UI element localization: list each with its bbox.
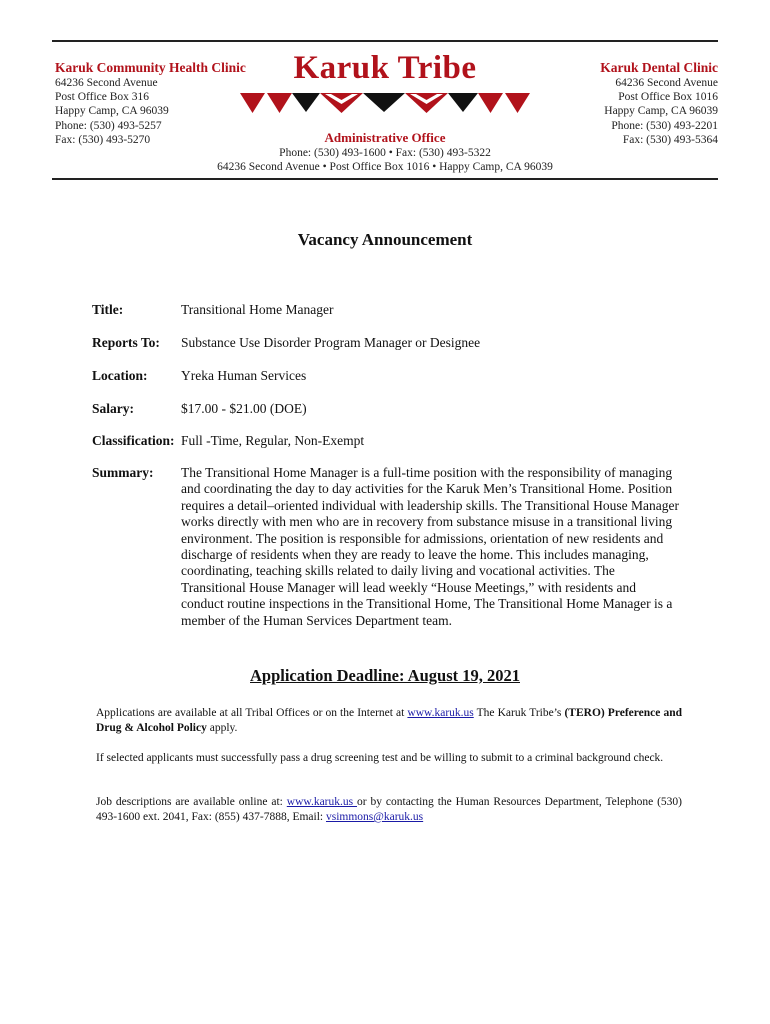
office-address-line: 64236 Second Avenue • Post Office Box 1016 • Happy Camp, CA 96039 — [217, 161, 553, 173]
title-value: Transitional Home Manager — [181, 302, 334, 317]
classification-value: Full -Time, Regular, Non-Exempt — [181, 433, 365, 448]
office-name: Administrative Office — [324, 130, 446, 145]
application-text-after: apply. — [206, 722, 238, 734]
page-title: Vacancy Announcement — [297, 230, 473, 249]
clinic-address-1: 64236 Second Avenue — [55, 77, 158, 89]
job-text-before: Job descriptions are available online at: — [96, 796, 287, 808]
application-text-middle: The Karuk Tribe’s — [473, 707, 565, 719]
dental-fax: Fax: (530) 493-5364 — [622, 133, 718, 146]
dental-phone: Phone: (530) 493-2201 — [611, 119, 718, 132]
title-label: Title: — [92, 302, 124, 317]
location-value: Yreka Human Services — [181, 368, 307, 383]
community-health-clinic-block — [55, 60, 246, 147]
job-website-link[interactable]: www.karuk.us — [286, 796, 358, 808]
triangle-basket-pattern-icon — [240, 90, 530, 116]
dental-city: Happy Camp, CA 96039 — [604, 105, 718, 118]
job-text-middle: or by contacting the Human Resources Department, Telephone (530) 493-1600 ext. 2041, Fax: (855) 437-7888, Email: — [96, 796, 682, 823]
dental-clinic-block — [600, 60, 718, 147]
classification-label: Classification: — [92, 433, 175, 448]
dental-clinic-name: Karuk Dental Clinic — [600, 60, 718, 75]
clinic-address-2: Post Office Box 316 — [55, 91, 150, 104]
reports-to-label: Reports To: — [92, 335, 160, 350]
clinic-phone: Phone: (530) 493-5257 — [55, 119, 162, 132]
header-top-rule — [52, 40, 718, 42]
application-text-before: Applications are available at all Tribal Offices or on the Internet at — [96, 707, 408, 719]
location-label: Location: — [92, 368, 148, 383]
hr-email-link[interactable]: vsimmons@karuk.us — [325, 811, 424, 823]
drug-screening-paragraph: If selected applicants must successfully pass a drug screening test and be willing to submit to a criminal background check. — [96, 752, 664, 764]
application-paragraph — [96, 706, 682, 736]
tribe-name: Karuk Tribe — [293, 50, 477, 86]
application-deadline: Application Deadline: August 19, 2021 — [250, 666, 520, 685]
community-health-clinic-name: Karuk Community Health Clinic — [55, 60, 246, 75]
reports-to-value: Substance Use Disorder Program Manager or Designee — [181, 335, 481, 350]
job-descriptions-paragraph — [96, 795, 682, 825]
office-phone-line: Phone: (530) 493-1600 • Fax: (530) 493-5322 — [279, 147, 491, 159]
summary-label: Summary: — [92, 465, 154, 480]
salary-label: Salary: — [92, 401, 134, 416]
salary-value: $17.00 - $21.00 (DOE) — [181, 401, 307, 416]
dental-address-2: Post Office Box 1016 — [618, 91, 718, 104]
clinic-fax: Fax: (530) 493-5270 — [55, 133, 151, 146]
clinic-city: Happy Camp, CA 96039 — [55, 105, 169, 118]
tero-policy-text: (TERO) Preference and Drug & Alcohol Policy — [96, 707, 682, 734]
header-bottom-rule — [52, 178, 718, 180]
summary-value: The Transitional Home Manager is a full-time position with the responsibility of managing and coordinating the day to day activities for the Karuk Men’s Transitional Home. Position requires a detail–oriented individual with leadership skills. The Transitional House Manager works directly with men who are in recovery from substance misuse in a transitional living environment. The position is responsible for admissions, orientation of new residents and discharge of residents when they are ready to leave the home. This includes managing, coordinating, teaching skills related to daily living and vocational activities. The Transitional House Manager will lead weekly “House Meetings,” with residents and conduct routine inspections in the Transitional Home, The Transitional Home Manager is a member of the Human Services Department team. — [181, 465, 680, 628]
dental-address-1: 64236 Second Avenue — [615, 77, 718, 89]
karuk-website-link[interactable]: www.karuk.us — [407, 707, 474, 719]
